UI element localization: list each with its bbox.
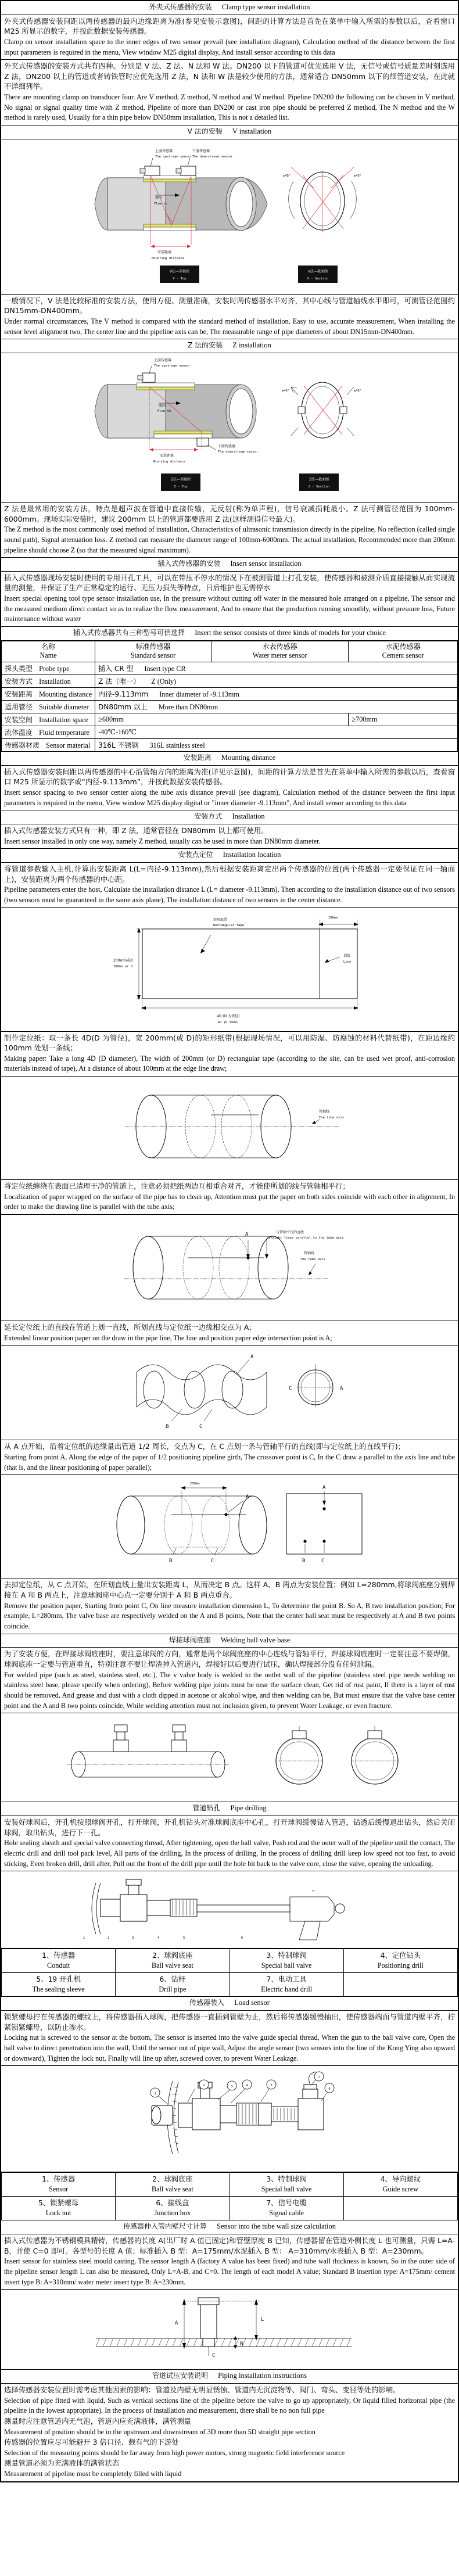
part-cell: 6、接线盒 Junction box [116, 2197, 230, 2220]
row-label-installation-space: 安装空间 Installation space [2, 713, 95, 726]
callout-2: 2 [107, 1936, 110, 1940]
paragraph-en: Locking nut is screwed to the sensor at the bottom, The sensor is inserted into the valve guide special thread, When the gun to the ball valve core, Open the ball valve to direct penetration into the wall, Until the sensor out of pipe wall, Adjust the angle sensor (two sensors into the line of the Kong Ying also upward or downward), Tighten the lock nut, Finally will line up after, screwed cover, to prevent Water Leakage. [4, 2033, 455, 2062]
label-length-en: 4D (D tube) [217, 1020, 239, 1024]
note-line-cn: 测量管道必须为充满液体的满管状态 [4, 2459, 120, 2468]
row-label-probe-type: 探头类型 Probe type [2, 662, 95, 675]
paragraph-cn: 插入式传感器安装间距以两传感器的中心沿管轴方向的距离为准(详见示意图)，间距的计算方法是首先在菜单中输入所需的参数以后，查看窗口 M25 所显示的数字或“内径-9.113mm”，并按此数据安装传感器。 [4, 767, 455, 787]
table-row [2, 1973, 458, 1997]
label-upstream-en: The upstream sensor [154, 364, 191, 368]
tag-v-top-cn: V法—顶视图 [169, 269, 190, 274]
header-en: Pipe drilling [230, 1804, 267, 1813]
tag-v-top-en: V - Top [173, 277, 187, 281]
part-cell: 2、球阀底座 Ball valve seat [116, 2173, 230, 2197]
label-scribe-en: Line [343, 960, 352, 964]
tag-z-section-en: Z - Section [308, 485, 330, 489]
paragraph-cn: 外夹式传感器的安装方式共有四种。分别是 V 法、Z 法、N 法和 W 法。DN200 以下的管道可优先选用 V 法，无信号或信号质量差时刻选用 Z 法，DN200 以上的管道或者铸铁管时应优先选用 Z 法，N 法和 W 法是较少使用的方法，通常适合 DN50mm 以下的细管道安装，在此就不详细列举。 [4, 62, 455, 91]
paragraph-clamp-methods [1, 60, 458, 125]
note-line-en: Selection of pipe fitted with liquid, Such as vertical sections line of the pipeline before the valve to go up appropriately, Or liquid filled horizontal pipe (the pipeline in the lowest appropriate), In the process of installation and measurement, there shall be no non full pipe [4, 2396, 455, 2415]
header-cn: 管道钻孔 [192, 1804, 221, 1813]
paragraph-step-point-c [1, 1440, 458, 1475]
label-distance-en: Mounting distance [152, 256, 185, 260]
paragraph-en: Remove the position paper, Starting from point C, On line measure installation dimension L, To determine the point B. So A, B two installation position; For example, L=280mm, The valve base are respectively welded on the A and B points, Note that the center ball seat must be respectively at A and B two points coincide. [4, 1601, 455, 1631]
paragraph-cn: 插入式传感器安装方式只有一种，即 Z 法，通常管径在 DN80mm 以上都可使用。 [4, 826, 268, 835]
paragraph-en: The Z method is the most commonly used method of installation, Characteristics of ultrasonic transmission directly in the pipeline, No reflection (called single sound path), Signal attenuation loss. Z method can measure the diameter range of 100mm-6000mm. The actual installation, Recommended more than 200mm pipeline should choose Z (so that the measured signal maximum). [4, 525, 455, 554]
paragraph-en: Under normal circumstances, The V method is compared with the standard method of installation, Easy to use, accurate measurement, When installing the sensor level alignment two, The center line and the pipeline axis can be, The measurable range of pipe diameters of about DN15mm-DN400mm. [4, 317, 455, 336]
paragraph-step-measure-l [1, 1578, 458, 1634]
header-cn: 外夹式传感器的安装 [149, 3, 212, 11]
paragraph-en: For welded pipe (such as steel, stainless steel, etc.), The v valve body is welded to the outlet wall of the pipeline (stainless steel pipe needs welding on stainless steel base, please specify when ordering), Before welding pipe joints must be near the surface clean, Get rid of rust paint, If there is a layer of rust should be removed, And grease and dust with a cloth dipped in acetone or alcohol wipe, and then welding can be, But must ensure that the valve base center point and the A and B two points coincide, While welding attention must not inclusion given, to prevent Water Leakage, or even fracture. [4, 1670, 455, 1710]
paragraph-cn: 制作定位纸：取一条长 4D(D 为管径)，宽 200mm(或 D)的矩形纸带(根据现场情况，可以用防湿、防腐蚀的材料代替纸带)，在距边缘约 100mm 处划一条线； [4, 1033, 455, 1053]
label-tube-axis-en: The tube axis [300, 1258, 326, 1262]
section-header-mounting-distance [1, 752, 458, 766]
table-caption-models [1, 627, 458, 641]
callout-5: 5 [183, 1936, 185, 1940]
part-cell: 1、传感器 Conduit [2, 1949, 116, 1973]
section-header-insert [1, 558, 458, 572]
note-line-en: Measurement of pipeline must be completely filled with liquid [4, 2470, 182, 2478]
section-header-welding [1, 1634, 458, 1648]
callout-1: 1 [154, 2092, 156, 2096]
label-point-a: A [250, 1354, 254, 1361]
section-header-size-calc [1, 2220, 458, 2234]
callout-5: 5 [270, 2084, 272, 2088]
header-cn: 安装点定位 [178, 851, 213, 859]
callout-4: 4 [157, 1936, 160, 1940]
label-parallel-cn: 与管轴平行的直线 [276, 1230, 304, 1235]
table-row [2, 713, 458, 726]
paragraph-en: Localization of paper wrapped on the surface of the pipe has to clean up, Attention must put the paper on both sides coincide with each other in alignment, In order to make the drawing line is parallel with the tube axis; [4, 1192, 455, 1211]
note-line-cn: 传感器的位置应尽可能避开 3 倍口径、载有气的下游处 [4, 2438, 179, 2447]
paragraph-en: Making paper: Take a long 4D (D diameter), The width of 200mm (or D) rectangular tape (according to the site, can be used wet proof, anti-corrosion materials instead of tape), At a distance of about 100mm at the edge line draw; [4, 1054, 455, 1073]
part-cell-empty [343, 2197, 457, 2220]
paragraph-cn: 外夹式传感器安装间距以两传感器的最内边缘距离为准(参见安装示意图)，间距的计算方法是首先在菜单中输入所需的参数以后，查看窗口 M25 所显示的数字，并按此数据安装传感器。 [4, 16, 455, 36]
label-angle-right: ±45° [354, 389, 362, 393]
header-cn: 管道试压安装说明 [152, 2372, 209, 2380]
figure-size-calc [1, 2290, 458, 2370]
label-downstream-cn: 下游传感器 [192, 149, 210, 153]
paragraph-cn: 为了安装方便，在焊接球阀底座时，要注意球阀的方向，通常是两个球阀底座的中心连线与管轴平行，焊接球阀底座时一定要注意不要焊偏，球阀底座一定要与管道垂直，特别注意不要让焊渣掉入管道内，焊接好以后要进行试压，确认焊接部分没有任何泄漏。 [4, 1649, 455, 1669]
table-header-cell: 标准传感器 Standard sensor [95, 641, 211, 662]
row-value-installation: Z 法（唯一） Z (Only) [95, 675, 458, 688]
row-label-fluid-temperature: 流体温度 Fluid temperature [2, 726, 95, 739]
table-sensor-models [1, 641, 458, 752]
label-angle-left: ±45° [282, 389, 290, 393]
label-parallel-en: Straight lines parallel to the tube axis [267, 1236, 344, 1240]
label-point-a-section: A [340, 1386, 343, 1392]
label-point-c-flat: C [321, 1558, 325, 1565]
label-tape-cn: 矩形纸带 [213, 917, 228, 922]
callout-1: 1 [83, 1936, 85, 1940]
label-upstream-cn: 上游传感器 [155, 149, 173, 153]
label-tape-en: Rectangular tape [213, 923, 244, 927]
callout-3: 3 [231, 2085, 233, 2089]
section-header-drilling [1, 1802, 458, 1816]
section-header-v-method [1, 125, 458, 139]
table-row [2, 701, 458, 713]
figure-v-method [1, 139, 458, 295]
figure-point-c [1, 1346, 458, 1440]
label-distance-en: Mounting distance [153, 460, 186, 464]
table-header-cell: 水泥传感器 Cement sensor [349, 641, 458, 662]
label-point-b: B [169, 1558, 173, 1565]
row-value-probe-type: 插入 CR 型 Insert type CR [95, 662, 458, 675]
paragraph-mounting-distance [1, 766, 458, 811]
paragraph-piping-notes [1, 2384, 458, 2481]
paragraph-install-location [1, 863, 458, 908]
callout-3: 3 [132, 1936, 134, 1940]
tag-v-section-en: V - Section [307, 277, 329, 281]
label-width-en: 200mm or D [113, 964, 133, 968]
header-en: Insert sensor installation [230, 559, 302, 568]
row-label-mounting-distance: 安装距离 Mounting distance [2, 688, 95, 701]
section-header-install-location [1, 849, 458, 863]
label-point-c-section: C [289, 1386, 292, 1392]
label-point-b: B [166, 1424, 169, 1430]
paragraph-cn: 延长定位纸上的直线在管道上划一直线，所划直线与定位纸一边缘相交点为 A； [4, 1323, 256, 1332]
label-scribe-cn: 划线 [343, 953, 351, 958]
label-downstream-cn: 下游传感器 [218, 444, 236, 449]
table-row [2, 2197, 458, 2220]
part-cell: 2、球阀底座 Ball valve seat [116, 1949, 230, 1973]
label-length-cn: 4D (D 为管径) [217, 1014, 240, 1018]
label-downstream-en: The downstream sensor [218, 450, 259, 454]
label-flow-cn: 流向 [155, 195, 163, 200]
figure-positioning-paper [1, 908, 458, 1032]
paragraph-en: Clamp on sensor installation space to the inner edges of two sensor prevail (see installation diagram), Calculation method of the distance between the first input parameters is required in the menu, View window M25 digital display, And install sensor according to this data [4, 37, 455, 56]
section-header-z-method [1, 339, 458, 353]
paragraph-installation-way [1, 824, 458, 849]
dim-label-a: A [175, 2320, 178, 2327]
label-upstream-en: The upstream sensor [155, 155, 192, 159]
paragraph-en: Insert sensor installed in only one way, namely Z method, usually can be used in more than DN80mm diameter. [4, 837, 321, 845]
section-header-piping-notes [1, 2370, 458, 2384]
table-header-row [2, 641, 458, 662]
table-sensor-parts [1, 2172, 458, 2220]
paragraph-cn: 从 A 点开始，沿着定位纸的边缘量出管道 1/2 周长，交点为 C，在 C 点划一条与管轴平行的直线(即与定位纸上的直线平行)； [4, 1442, 406, 1451]
paragraph-cn: 将定位纸缠绕在表面已清理干净的管道上，注意必须把纸两边互相重合对齐，才能使所划的线与管轴相平行； [4, 1182, 350, 1191]
label-angle-right: ±45° [354, 174, 362, 178]
label-dim-100: 100mm [328, 916, 338, 920]
paragraph-cn: 插入式传感器现场安装时使用的专用开孔工具，可以在带压不停水的情况下在被测管道上打孔安装，使传感器和被测介质直接接触从而实现流量的测量，并保证了生产正常稳定的运行、无压力损失等特点，日后维护也无需停水 [4, 573, 455, 593]
paragraph-en: Pipeline parameters enter the host, Calculate the installation distance L (L= diameter -9.113mm), Then according to the installation distance out of two sensors (two sensors must be guaranteed in the same axis plane), The installation distance of two sensors in the center distance. [4, 885, 455, 904]
table-header-cell: 名称 Name [2, 641, 95, 662]
row-value-space-a: ≥600mm [95, 713, 349, 726]
caption-cn: 插入式传感器共有三种型号可供选择 [73, 629, 185, 637]
row-value-sensor-material: 316L 不锈钢 316L stainless steel [95, 739, 458, 752]
dim-label-c: C [212, 2353, 216, 2359]
row-label-suitable-diameter: 适用管径 Suitable diameter [2, 701, 95, 713]
note-line-en: Selection of the measuring points should be far away from high power motors, strong magnetic field interference source [4, 2448, 345, 2457]
section-header-load-sensor [1, 1997, 458, 2011]
paragraph-load-sensor [1, 2011, 458, 2066]
label-tube-axis-en: The tube axis [319, 1116, 345, 1120]
tag-z-top-en: Z - Top [174, 485, 188, 489]
part-cell: 5、锁紧螺母 Lock nut [2, 2197, 116, 2220]
label-angle-left: ±45° [283, 174, 291, 178]
label-point-c: C [211, 1558, 214, 1565]
header-en: Mounting distance [221, 754, 276, 762]
part-cell: 6、钻杆 Drill pipe [116, 1973, 230, 1997]
paragraph-en: Insert special opening tool type sensor installation use, In the pressure without cutting off water in the measured hole arranged on a pipeline, The sensor and the measured medium direct contact so as to realize the flow measurement, And to ensure that the production running smoothly, without pressure loss, Future maintenance without water [4, 594, 455, 623]
part-cell: 7、信号电缆 Signal cable [230, 2197, 343, 2220]
part-cell-empty [343, 1973, 457, 1997]
callout-2: 2 [203, 2084, 205, 2088]
label-point-b-flat: B [302, 1558, 306, 1565]
row-label-installation: 安装方式 Installation [2, 675, 95, 688]
header-en: Clamp type sensor installation [221, 3, 310, 11]
callout-7: 7 [312, 1890, 314, 1894]
paragraph-cn: 一般情况下，V 法是比较标准的安装方法，使用方便、测量准确，安装时两传感器水平对齐，其中心线与管道轴线水平即可，可测管径范围约 DN15mm-DN400mm。 [4, 296, 455, 315]
row-value-suitable-diameter: DN80mm 以上 More than DN80mm [95, 701, 458, 713]
paragraph-size-calc [1, 2234, 458, 2290]
label-flow-cn: 流向 [159, 403, 166, 408]
figure-point-a [1, 1215, 458, 1321]
header-en: V installation [232, 127, 272, 136]
paragraph-step-making-paper [1, 1032, 458, 1077]
label-downstream-en: The downstream sensor [192, 155, 233, 159]
row-value-space-b: ≥700mm [349, 713, 458, 726]
header-cn: 安装距离 [183, 754, 211, 762]
paragraph-cn: 将管道参数输入主机,计算出安装距离 L(L=内径-9.113mm),然后根据安装距离定出两个传感器的位置(两个传感器一定要保证在同一轴面上)，安装距离为两个传感器的中心距。 [4, 864, 455, 884]
label-flow-en: Flow to [157, 409, 171, 413]
part-cell: 7、电动工具 Electric hand drill [230, 1973, 343, 1997]
part-cell: 4、定位钻头 Positioning drill [343, 1949, 457, 1973]
header-en: Piping installation instructions [218, 2372, 307, 2380]
header-cn: V 法的安装 [187, 127, 223, 136]
note-line-en: Measurement of position should be in the upstream and downstream of 3D more than 5D straight pipe section [4, 2427, 315, 2436]
paragraph-step-wrap-paper [1, 1180, 458, 1215]
figure-welding [1, 1713, 458, 1802]
paragraph-cn: 安装好球阀后，开孔机按照球阀开孔，打开球阀，开孔机钻头对准球阀底座中心孔，打开球阀缓慢钻入管道，钻透后缓慢退出钻头，然后关闭球阀，取出钻头，进行下一孔。 [4, 1817, 455, 1837]
label-distance-cn: 安装距离 [157, 250, 172, 254]
table-row [2, 675, 458, 688]
label-flow-en: Flow to [154, 202, 168, 206]
header-cn: 插入式传感器的安装 [157, 559, 221, 568]
paragraph-z-method [1, 503, 458, 558]
paragraph-en: Insert sensor for stainless steel mould casting, The sensor length A (factory A value has been fixed) and tube wall thickness is known, So in the outer side of the pipeline sensor length L can also be measured, Only L=A-B, and C=0. The length of each model A value; Standard B insertion type: A=175mm/ cement insert type B: A=310mm/ water meter insert type B: A=230mm. [4, 2257, 455, 2286]
header-en: Installation location [223, 851, 281, 859]
paragraph-step-point-a [1, 1321, 458, 1346]
paragraph-cn: 锁紧螺母拧在传感器的螺纹上，将传感器插入球阀，把传感器一直插到管壁为止，然后将传感器缓慢抽出，使传感器端面与管道内壁平齐，拧紧锁紧螺母，以防止渗水。 [4, 2012, 455, 2032]
label-tube-axis-cn: 管轴线 [304, 1251, 315, 1256]
paragraph-cn: Z 法是最常用的安装方法，特点是超声波在管道中直接传输，无反射(称为单声程)，信号衰减损耗最小。Z 法可测管径范围为 100mm-6000mm。现场实际安装时，建议 200mm 以上的管道都要选用 Z 法(这样测得信号最大)。 [4, 504, 455, 523]
label-point-c: C [199, 1424, 203, 1430]
paragraph-welding [1, 1648, 458, 1713]
table-drilling-parts [1, 1949, 458, 1997]
callout-6: 6 [328, 2087, 331, 2091]
header-cn: 安装方式 [194, 812, 223, 821]
table-header-cell: 水表传感器 Water meter sensor [211, 641, 349, 662]
label-distance-cn: 安装距离 [160, 453, 174, 458]
paragraph-drilling [1, 1816, 458, 1871]
part-cell: 1、传感器 Sensor [2, 2173, 116, 2197]
table-row [2, 662, 458, 675]
label-tube-axis-cn: 管轴线 [319, 1110, 330, 1114]
header-en: Installation [232, 812, 265, 821]
label-upstream-cn: 上游传感器 [154, 358, 172, 363]
section-header-clamp [1, 1, 458, 15]
paragraph-v-method [1, 295, 458, 340]
label-dim-280: 280mm [190, 1482, 200, 1486]
paragraph-insert [1, 572, 458, 627]
table-row [2, 739, 458, 752]
table-row [2, 2173, 458, 2197]
dim-label-b: B [240, 2341, 243, 2348]
label-point-a: A [246, 1494, 249, 1501]
header-en: Sensor into the tube wall size calculation [217, 2222, 336, 2231]
label-width-cn: 200mm或D [113, 958, 133, 963]
header-cn: 焊接球阀底座 [168, 1635, 211, 1644]
figure-drilling-tool [1, 1871, 458, 1949]
tag-v-section-cn: V法—截面图 [307, 269, 328, 274]
caption-en: Insert the sensor consists of three kinds of models for your choice [195, 629, 386, 637]
tag-z-top-cn: Z法—顶视图 [170, 477, 191, 482]
row-value-fluid-temperature: -40℃-160℃ [95, 726, 458, 739]
note-line-cn: 测量时应注意管道内无气泡，管道内应充满液体，满管测量 [4, 2416, 192, 2426]
paragraph-en: Insert sensor spacing to two sensor center along the tube axis distance prevail (see diagram), Calculation method of the distance between the first input parameters is required in the menu, View window M25 display digital or "inner diameter -9.113mm", And install sensor according to this data [4, 788, 455, 807]
figure-sensor-assembly [1, 2066, 458, 2172]
row-value-mounting-distance: 内径-9.113mm Inner diameter of -9.113mm [95, 688, 458, 701]
paragraph-en: Starting from point A, Along the edge of the paper of 1/2 positioning pipeline girth, The crossover point is C, In the C draw a parallel to the axis line and tube (that is, and the linear positioning of paper parallel); [4, 1453, 455, 1472]
header-cn: 传感器伸入管内壁尺寸计算 [123, 2222, 207, 2231]
header-cn: 传感器装入 [189, 1999, 225, 2007]
part-cell: 4、导向螺纹 Guide screw [343, 2173, 457, 2197]
tag-z-section-cn: Z法—截面图 [309, 477, 329, 482]
paragraph-en: Hole sealing sheath and special valve connecting thread, After tightening, open the ball valve, Push rod and the outer wall of the pipeline until the contact, The electric drill and drill tool pack level, All parts of the drilling, In the process of drilling, In the process of drilling drill keep low speed not too fast, to avoid sticking, Even broken drill, drill after, Pull out the front of the drill pipe until the hole bit back to the valve core, close the valve, opening the unloading. [4, 1839, 455, 1868]
table-row [2, 688, 458, 701]
callout-4: 4 [246, 2084, 248, 2088]
paragraph-cn: 插入式传感器为不锈钢模具精铸，传感器的长度 A(出厂时 A 值已固定)和管壁厚度 B 已知，传感器留在管道外侧长度 L 也可测量，只需 L=A-B，并使 C=0 即可。各型号的长度 A 值；标准插入 B 型：A=175mm/水泥插入 B 型： A=310mm/水表插入 B 型：A=230mm。 [4, 2236, 455, 2255]
dim-label-l: L [261, 2317, 264, 2323]
row-label-sensor-material: 传感器材质 Sensor material [2, 739, 95, 752]
callout-6: 6 [241, 1936, 243, 1940]
part-cell: 3、特制球阀 Special ball valve [230, 2173, 343, 2197]
part-cell: 3、特制球阀 Special ball valve [230, 1949, 343, 1973]
section-header-installation-way [1, 810, 458, 824]
paragraph-clamp-spacing [1, 15, 458, 60]
figure-measure-l [1, 1475, 458, 1578]
label-point-a: A [245, 1232, 249, 1238]
figure-wrap-paper [1, 1077, 458, 1180]
label-point-a-flat: A [322, 1485, 326, 1491]
table-row [2, 1949, 458, 1973]
part-cell: 5、19 开孔机 The sealing sleeve [2, 1973, 116, 1997]
paragraph-cn: 去掉定位纸，从 C 点开始，在所划直线上量出安装距离 L，从而决定 B 点。这样 A、B 两点为安装位置；例如 L=280mm,将球阀底座分别焊接在 A 和 B 两点上，注意球阀座中心点一定要分别于 A 和 B 两点重合。 [4, 1580, 455, 1600]
table-row [2, 726, 458, 739]
header-en: Welding ball valve base [220, 1635, 291, 1644]
note-line-cn: 选择传感器安装位置时需考虑其他因素的影响：管道及内壁无明显锈蚀、管道内无沉淀物等、阀门、弯头、变径等处的影响。 [4, 2385, 400, 2394]
paragraph-en: There are mounting clamp on transducer four. Are V method, Z method, N method and W method. Pipeline DN200 the following can be chosen in V method, No signal or signal quality time with Z method, Pipeline of more than DN200 or cast iron pipe should be preferred Z method, The N method and the W method is rarely used, Usually for a thin pipe below DN50mm installation, This is not a detailed list. [4, 93, 455, 122]
callout-7: 7 [318, 2076, 320, 2080]
header-en: Load sensor [234, 1999, 270, 2007]
header-en: Z installation [232, 341, 271, 350]
header-cn: Z 法的安装 [188, 341, 223, 350]
figure-z-method [1, 353, 458, 503]
paragraph-en: Extended linear position paper on the draw in the pipe line, The line and position paper edge intersection point is A; [4, 1333, 332, 1342]
